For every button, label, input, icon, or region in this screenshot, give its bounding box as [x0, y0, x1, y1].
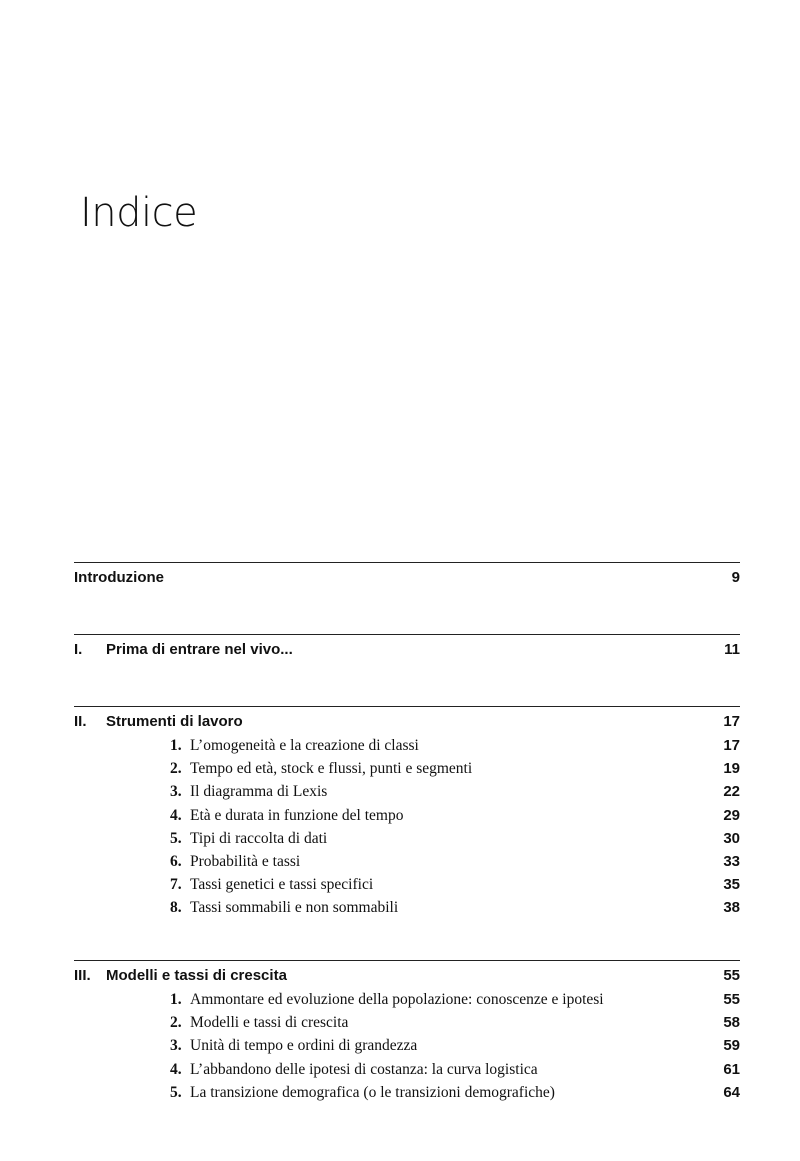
entry-number: 4. — [170, 1060, 182, 1078]
toc-entry-list — [74, 737, 740, 923]
toc-section-chapter-2 — [74, 706, 740, 923]
toc-entry[interactable] — [74, 991, 740, 1014]
entry-page-number: 59 — [723, 1037, 740, 1055]
toc-entry[interactable] — [74, 1061, 740, 1084]
toc-section-introduzione — [74, 562, 740, 589]
entry-title: Modelli e tassi di crescita — [190, 1014, 349, 1032]
entry-page-number: 35 — [723, 876, 740, 894]
entry-title: Età e durata in funzione del tempo — [190, 806, 404, 824]
section-heading[interactable] — [74, 967, 740, 987]
entry-number: 2. — [170, 760, 182, 778]
entry-number: 1. — [170, 991, 182, 1008]
toc-entry[interactable] — [74, 807, 740, 830]
entry-title: Tassi genetici e tassi specifici — [190, 876, 374, 894]
entry-page-number: 55 — [723, 991, 740, 1008]
chapter-number: III. — [74, 967, 91, 984]
toc-entry[interactable] — [74, 830, 740, 853]
toc-section-chapter-1 — [74, 634, 740, 661]
toc-entry[interactable] — [74, 783, 740, 806]
section-page-number: 55 — [723, 967, 740, 984]
entry-title: Il diagramma di Lexis — [190, 783, 328, 801]
chapter-number: I. — [74, 641, 83, 658]
toc-entry[interactable] — [74, 1037, 740, 1060]
entry-title: Probabilità e tassi — [190, 852, 301, 870]
section-divider — [74, 562, 740, 563]
entry-number: 7. — [170, 876, 182, 894]
toc-entry[interactable] — [74, 737, 740, 760]
entry-number: 2. — [170, 1014, 182, 1032]
entry-title: Tassi sommabili e non sommabili — [190, 899, 399, 917]
entry-number: 5. — [170, 829, 182, 847]
entry-page-number: 38 — [723, 899, 740, 917]
entry-number: 1. — [170, 737, 182, 754]
entry-number: 8. — [170, 899, 182, 917]
toc-section-chapter-3 — [74, 960, 740, 1107]
entry-title: L’omogeneità e la creazione di classi — [190, 737, 419, 754]
toc-entry[interactable] — [74, 1014, 740, 1037]
toc-entry[interactable] — [74, 1084, 740, 1107]
entry-page-number: 17 — [723, 737, 740, 754]
toc-entry[interactable] — [74, 853, 740, 876]
entry-page-number: 33 — [723, 852, 740, 870]
toc-entry[interactable] — [74, 760, 740, 783]
entry-title: Unità di tempo e ordini di grandezza — [190, 1037, 418, 1055]
entry-page-number: 30 — [723, 829, 740, 847]
section-label: Modelli e tassi di crescita — [106, 967, 287, 984]
entry-page-number: 64 — [723, 1083, 740, 1101]
entry-title: La transizione demografica (o le transizioni demografiche) — [190, 1083, 555, 1101]
page-title: Indice — [80, 190, 198, 236]
entry-number: 3. — [170, 783, 182, 801]
entry-title: Tipi di raccolta di dati — [190, 829, 328, 847]
entry-title: Tempo ed età, stock e flussi, punti e segmenti — [190, 760, 473, 778]
entry-page-number: 61 — [723, 1060, 740, 1078]
entry-page-number: 58 — [723, 1014, 740, 1032]
entry-page-number: 29 — [723, 806, 740, 824]
entry-number: 5. — [170, 1083, 182, 1101]
section-divider — [74, 960, 740, 961]
entry-page-number: 22 — [723, 783, 740, 801]
section-divider — [74, 706, 740, 707]
section-page-number: 17 — [723, 713, 740, 730]
entry-page-number: 19 — [723, 760, 740, 778]
toc-entry[interactable] — [74, 899, 740, 922]
section-label: Introduzione — [74, 569, 164, 586]
entry-number: 6. — [170, 852, 182, 870]
section-label: Strumenti di lavoro — [106, 713, 243, 730]
section-label: Prima di entrare nel vivo... — [106, 641, 293, 658]
toc-entry[interactable] — [74, 876, 740, 899]
chapter-number: II. — [74, 713, 87, 730]
section-page-number: 9 — [731, 569, 740, 586]
entry-title: L’abbandono delle ipotesi di costanza: la curva logistica — [190, 1060, 538, 1078]
section-page-number: 11 — [724, 641, 740, 658]
entry-title: Ammontare ed evoluzione della popolazione: conoscenze e ipotesi — [190, 991, 604, 1008]
entry-number: 3. — [170, 1037, 182, 1055]
toc-entry-list — [74, 991, 740, 1107]
section-heading[interactable] — [74, 569, 740, 589]
section-heading[interactable] — [74, 641, 740, 661]
section-divider — [74, 634, 740, 635]
entry-number: 4. — [170, 806, 182, 824]
section-heading[interactable] — [74, 713, 740, 733]
